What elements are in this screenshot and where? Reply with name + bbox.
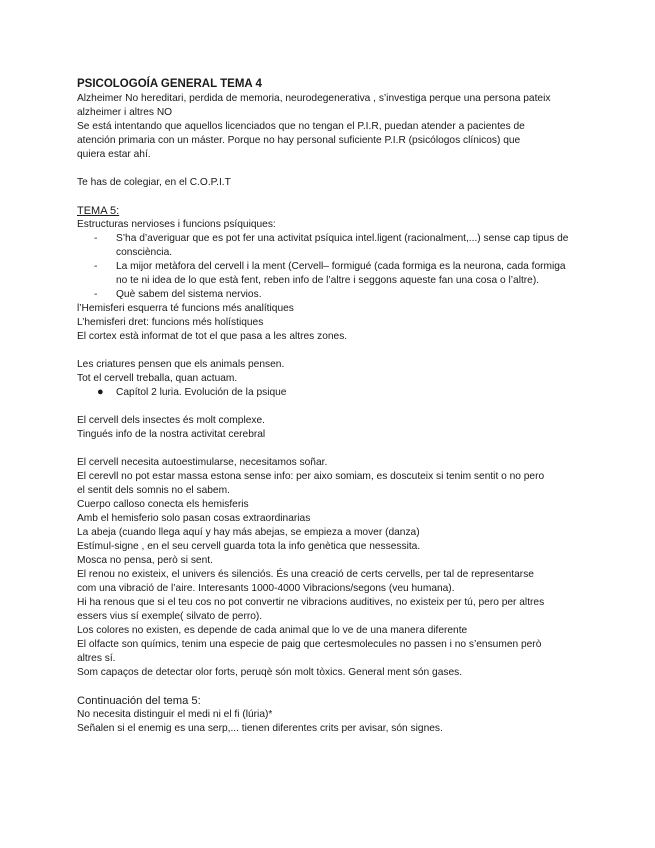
text-line: alzheimer i altres NO <box>77 107 173 118</box>
text-line: altres sí. <box>77 653 116 664</box>
text-line: com una vibració de l’aire. Interesants 1000-4000 Vibracions/segons (veu humana). <box>77 583 455 594</box>
bullet-list-item <box>77 386 577 400</box>
list-item <box>77 288 577 302</box>
dash-marker: - <box>94 289 98 300</box>
text-line: Los colores no existen, es depende de cada animal que lo ve de una manera diferente <box>77 625 468 636</box>
text-line: El cervell necesita autoestimularse, necesitamos soñar. <box>77 457 328 468</box>
text-line: l’Hemisferi esquerra té funcions més analítiques <box>77 303 294 314</box>
text-line: essers vius sí exemple( silvato de perro). <box>77 611 263 622</box>
text-line: El cortex està informat de tot el que pasa a les altres zones. <box>77 331 348 342</box>
list-item <box>77 260 577 288</box>
text-line: Estímul-signe , en el seu cervell guarda tota la info genètica que nessessita. <box>77 541 421 552</box>
text-line: Amb el hemisferio solo pasan cosas extraordinarias <box>77 513 311 524</box>
spacer <box>77 190 577 204</box>
criatures-paragraph <box>77 358 577 386</box>
tema5-heading: TEMA 5: <box>77 205 120 217</box>
list-item-text: Capítol 2 luria. Evolución de la psique <box>116 387 287 398</box>
list-item-text: Què sabem del sistema nervios. <box>116 289 262 300</box>
text-line: Les criatures pensen que els animals pensen. <box>77 359 285 370</box>
colegiar-line: Te has de colegiar, en el C.O.P.I.T <box>77 177 231 188</box>
text-line: Mosca no pensa, però si sent. <box>77 555 213 566</box>
continuacion-paragraph <box>77 708 577 736</box>
dash-marker: - <box>94 233 98 244</box>
text-line: Som capaços de detectar olor forts, peruqè són molt tòxics. General ment són gases. <box>77 667 463 678</box>
dash-marker: - <box>94 261 98 272</box>
spacer <box>77 442 577 456</box>
text-line: Alzheimer No hereditari, perdida de memoria, neurodegenerativa , s’investiga perque una persona pateix <box>77 93 551 104</box>
spacer <box>77 344 577 358</box>
hemisferis-paragraph <box>77 302 577 344</box>
list-item <box>77 232 577 260</box>
text-line: atención primaria con un máster. Porque no hay personal suficiente P.I.R (psicólogos clínicos) que <box>77 135 521 146</box>
list-item-text: S’ha d’averiguar que es pot fer una activitat psíquica intel.ligent (racionalment,...) sense cap tipus de consciència. <box>116 233 569 258</box>
text-line: No necesita distinguir el medi ni el fi (lúria)* <box>77 709 273 720</box>
text-line: Se está intentando que aquellos licenciados que no tengan el P.I.R, puedan atender a pacientes de <box>77 121 525 132</box>
text-line: El renou no existeix, el univers és silenciós. És una creació de certs cervells, per tal de representarse <box>77 569 534 580</box>
text-line: Tot el cervell treballa, quan actuam. <box>77 373 238 384</box>
text-line: Señalen si el enemig es una serp,... tienen diferentes crits per avisar, són signes. <box>77 723 443 734</box>
document-body <box>77 77 577 736</box>
text-line: El olfacte son químics, tenim una especie de paig que certesmolecules no passen i no s’ensumen però <box>77 639 542 650</box>
estructuras-line: Estructuras nervioses i funcions psíquiques: <box>77 219 276 230</box>
text-line: L’hemisferi dret: funcions més holístiques <box>77 317 264 328</box>
text-line: el sentit dels somnis no el sabem. <box>77 485 230 496</box>
text-line: El cervell dels insectes és molt complexe. <box>77 415 265 426</box>
intro-paragraph <box>77 92 577 162</box>
continuacion-heading: Continuación del tema 5: <box>77 695 201 707</box>
text-line: Cuerpo calloso conecta els hemisferis <box>77 499 249 510</box>
list-item-text: La mijor metàfora del cervell i la ment (Cervell– formigué (cada formiga es la neurona, cada formiga no te ni idea de lo que està fent, reben info de l’altre i seggons aqueste fan una cosa o l’altre). <box>116 261 566 286</box>
spacer <box>77 680 577 694</box>
spacer <box>77 162 577 176</box>
text-line: El cerevll no pot estar massa estona sense info: per aixo somiam, es doscuteix si tenim sentit o no pero <box>77 471 545 482</box>
text-line: Tingués info de la nostra activitat cerebral <box>77 429 266 440</box>
dash-list <box>77 232 577 302</box>
text-line: Hi ha renous que si el teu cos no pot convertir ne vibracions auditives, no existeix per tú, pero per altres <box>77 597 545 608</box>
text-line: La abeja (cuando llega aquí y hay más abejas, se empieza a mover (danza) <box>77 527 420 538</box>
document-title: PSICOLOGOÍA GENERAL TEMA 4 <box>77 78 262 90</box>
insectes-paragraph <box>77 414 577 442</box>
bullet-marker: ● <box>97 386 104 398</box>
main-paragraph <box>77 456 577 680</box>
spacer <box>77 400 577 414</box>
text-line: quiera estar ahí. <box>77 149 151 160</box>
